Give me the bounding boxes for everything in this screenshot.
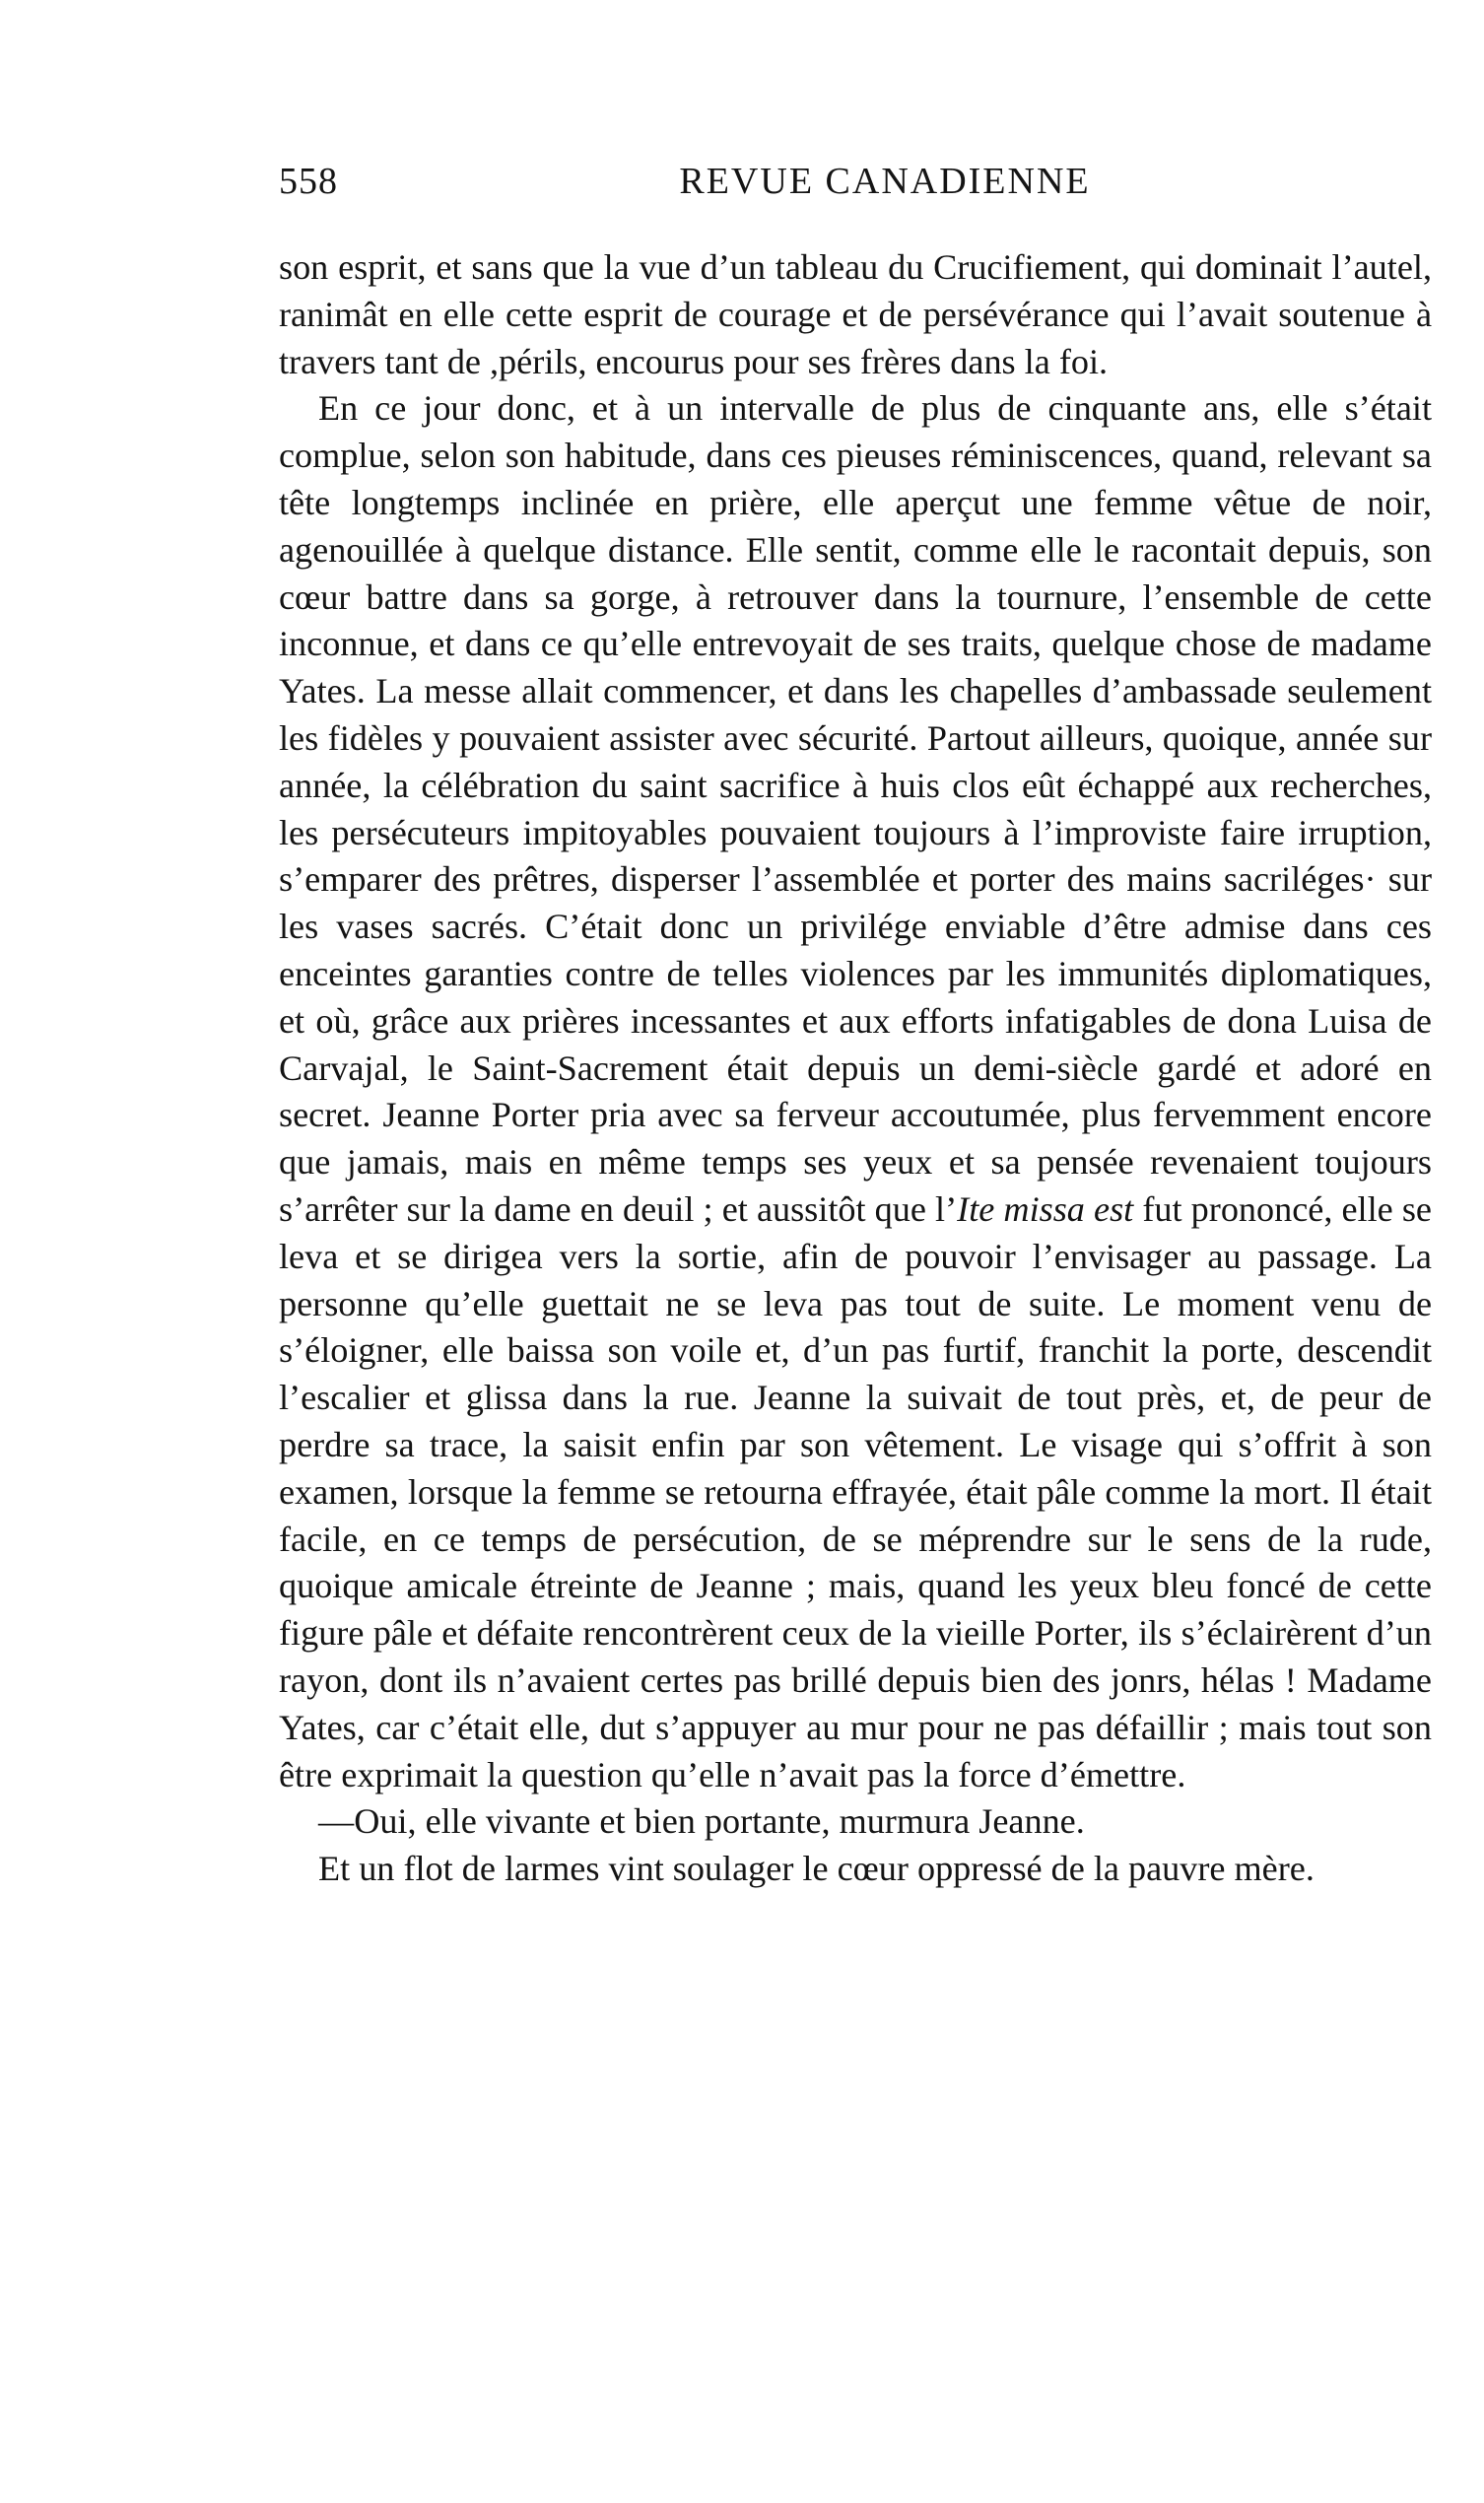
book-page <box>279 160 1432 1893</box>
paragraph-1: son esprit, et sans que la vue d’un tableau du Crucifiement, qui dominait l’autel, ranimât en elle cette esprit de courage et de persévérance qui l’avait soutenue à travers tant de ,périls, encourus pour ses frères dans la foi. <box>279 247 1432 381</box>
body-text <box>279 244 1432 1893</box>
page-number: 558 <box>279 161 338 202</box>
running-title: REVUE CANADIENNE <box>679 161 1091 202</box>
latin-phrase: Ite missa est <box>957 1188 1134 1229</box>
paragraph-4: Et un flot de larmes vint soulager le cœur oppressé de la pauvre mère. <box>318 1849 1315 1889</box>
page-header <box>279 160 1432 219</box>
paragraph-2-text-start: En ce jour donc, et à un intervalle de plus de cinquante ans, elle s’était complue, selon son habitude, dans ces pieuses réminiscences, quand, relevant sa tête longtemps inclinée en prière, elle aperçut une femme vêtue de noir, agenouillée à quelque distance. Elle sentit, comme elle le racontait depuis, son cœur battre dans sa gorge, à retrouver dans la tournure, l’ensemble de cette inconnue, et dans ce qu’elle entrevoyait de ses traits, quelque chose de madame Yates. La messe allait commencer, et dans les chapelles d’ambassade seulement les fidèles y pouvaient assister avec sécurité. Partout ailleurs, quoique, année sur année, la célébration du saint sacrifice à huis clos eût échappé aux recherches, les persécuteurs impitoyables pouvaient toujours à l’improviste faire irruption, s’emparer des prêtres, disperser l’assemblée et porter des mains sacriléges· sur les vases sacrés. C’était donc un privilége enviable d’être admise dans ces enceintes garanties contre de telles violences par les immunités diplomatiques, et où, grâce aux prières incessantes et aux efforts infatigables de dona Luisa de Carvajal, le Saint-Sacrement était depuis un demi-siècle gardé et adoré en secret. Jeanne Porter pria avec sa ferveur accoutumée, plus fervemment encore que jamais, mais en même temps ses yeux et sa pensée revenaient toujours s’arrêter sur la dame en deuil ; et aussitôt que l’ <box>279 388 1432 1229</box>
paragraph-2 <box>279 385 1432 1798</box>
paragraph-3-dialogue: —Oui, elle vivante et bien portante, murmura Jeanne. <box>318 1801 1085 1842</box>
paragraph-2-text-end: fut prononcé, elle se leva et se dirigea vers la sortie, afin de pouvoir l’envisager au passage. La personne qu’elle guettait ne se leva pas tout de suite. Le moment venu de s’éloigner, elle baissa son voile et, d’un pas furtif, franchit la porte, descendit l’escalier et glissa dans la rue. Jeanne la suivait de tout près, et, de peur de perdre sa trace, la saisit enfin par son vêtement. Le visage qui s’offrit à son examen, lorsque la femme se retourna effrayée, était pâle comme la mort. Il était facile, en ce temps de persécution, de se méprendre sur le sens de la rude, quoique amicale étreinte de Jeanne ; mais, quand les yeux bleu foncé de cette figure pâle et défaite rencontrèrent ceux de la vieille Porter, ils s’éclairèrent d’un rayon, dont ils n’avaient certes pas brillé depuis bien des jonrs, hélas ! Madame Yates, car c’était elle, dut s’appuyer au mur pour ne pas défaillir ; mais tout son être exprimait la question qu’elle n’avait pas la force d’émettre. <box>279 1188 1432 1794</box>
